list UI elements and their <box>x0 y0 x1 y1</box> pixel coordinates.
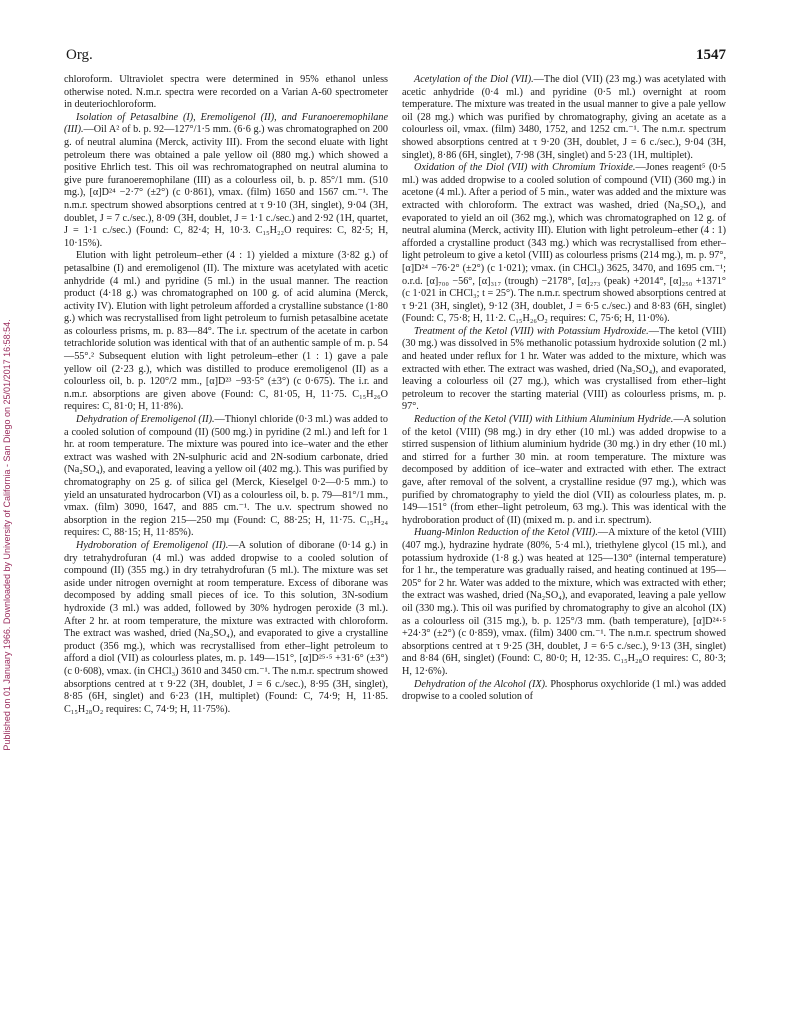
paragraph <box>64 250 388 414</box>
paragraph-text: —The diol (VII) (23 mg.) was acetylated with acetic anhydride (0·4 ml.) and pyridine (0·5 ml.) overnight at room temperature. The mixture was treated in the usual manner to give a pale yellow oil (28 mg.) which was purified by chromatography, giving an acetate as a colourless oil, νmax. (film) 3480, 1752, and 1252 cm.⁻¹. The n.m.r. spectrum showed absorptions centred at τ 9·20 (3H, doublet, J = 6 c./sec.), 9·04 (3H, singlet), 8·86 (6H, singlet), 7·98 (3H, singlet) and 5·23 (1H, multiplet). <box>402 74 726 161</box>
page-number: 1547 <box>696 47 726 63</box>
paragraph-text: —Jones reagent⁵ (0·5 ml.) was added dropwise to a cooled solution of compound (VII) (360 mg.) in acetone (4 ml.). After a period of 5 min., water was added and the mixture was extracted with chloroform. The extract was washed, dried (Na₂SO₄), and evaporated to yield an oil (362 mg.), which was chromatographed on 12 g. of neutral alumina (Merck, activity III). Elution with light petroleum–ether (4 : 1) afforded a crystalline product (343 mg.) which was recrystallised from ether–light petroleum to give a ketol (VIII) as colourless prisms (214 mg.), m. p. 97°, [α]D²⁴ −76·2° (±2°) (c 1·021); νmax. (in CHCl₃) 3625, 3470, and 1695 cm.⁻¹; o.r.d. [α]₇₀₀ −56°, [α]₃₁₇ (trough) −2178°, [α]₂₇₃ (peak) +2014°, [α]₂₅₀ +1371° (c 1·021 in CHCl₃; t = 25°). The n.m.r. spectrum showed absorptions centred at τ 9·21 (3H, singlet), 9·12 (3H, doublet, J = 6·5 c./sec.) and 8·83 (6H, singlet) (Found: C, 75·8; H, 11·2. C₁₅H₂₆O₂ requires: C, 75·6; H, 11·0%). <box>402 162 726 325</box>
paragraph-heading: Dehydration of Eremoligenol (II). <box>76 414 215 426</box>
paragraph <box>64 74 388 112</box>
paragraph <box>402 679 726 704</box>
paragraph <box>402 326 726 414</box>
paragraph-heading: Isolation of Petasalbine (I), Eremoligenol (II), and Furanoeremophilane (III). <box>64 111 388 136</box>
paragraph-text: —The ketol (VIII) (30 mg.) was dissolved in 5% methanolic potassium hydroxide solution (2 ml.) and heated under reflux for 1 hr. Water was added to the mixture, which was extracted with ether. The extract was washed, dried (Na₂SO₄), and evaporated, leaving a colourless oil (27 mg.), which was crystallised from ether–light petroleum to recover the starting material (VIII) as colourless prisms, m. p. 97°. <box>402 325 727 413</box>
page-header <box>66 47 726 67</box>
paragraph-heading: Oxidation of the Diol (VII) with Chromium Trioxide. <box>414 162 636 174</box>
right-column <box>402 74 726 704</box>
paragraph-text: —Oil A² of b. p. 92—127°/1·5 mm. (6·6 g.) was chromatographed on 200 g. of neutral alumina (Merck, activity III). From the second eluate with light petroleum there was obtained a pale yellow oil (880 mg.) which showed a positive Ehrlich test. This oil was rechromatographed on neutral alumina to give pure furanoeremophilane (III) as a colourless oil, b. p. 85°/1 mm. (510 mg.), [α]D²⁴ −2·7° (±2°) (c 0·861), νmax. (film) 1650 and 1567 cm.⁻¹. The n.m.r. spectrum showed absorptions centred at τ 9·10 (3H, singlet), 9·04 (3H, doublet, J = 7 c./sec.), 8·09 (3H, doublet, J = 1·1 c./sec.) and 2·92 (1H, quartet, J = 1·1 c./sec.) (Found: C, 82·4; H, 10·3. C₁₅H₂₂O requires: C, 82·5; H, 10·15%). <box>64 124 388 249</box>
paragraph <box>402 74 726 162</box>
download-notice[interactable] <box>2 185 16 885</box>
download-notice-text[interactable]: Published on 01 January 1966. Downloaded by University of California - San Diego on 25/01/2017 16:58:54. <box>2 319 12 751</box>
paragraph-text: —A solution of the ketol (VIII) (98 mg.) in dry ether (10 ml.) was added dropwise to a stirred suspension of lithium aluminium hydride (30 mg.) in dry ether (10 ml.) and stirred for a further 30 min. at room temperature. The mixture was decomposed by addition of ice–water and extracted with ether. The extract gave, after removal of the solvent, a crystalline residue (97 mg.), which was purified by chromatography to yield the diol (VII) as colourless plates, m. p. 149—151° (from ether–light petroleum, 63 mg.). This was identical with the hydroboration product of (II) (mixed m. p. and i.r. spectrum). <box>402 414 726 526</box>
paragraph-text: —A solution of diborane (0·14 g.) in dry tetrahydrofuran (4 ml.) was added dropwise to a cooled solution of compound (II) (355 mg.) in dry tetrahydrofuran (5 ml.). The mixture was set aside under nitrogen overnight at room temperature. Excess of diborane was decomposed by adding small pieces of ice. To this solution, 3N-sodium hydroxide (3 ml.) was added, followed by 30% hydrogen peroxide (3 ml.). After 2 hr. at room temperature, the mixture was extracted with chloroform. The extract was washed, dried (Na₂SO₄), and evaporated to give a crystalline product (356 mg.), which was recrystallised from ether–light petroleum to afford a diol (VII) as colourless plates, m. p. 149—151°, [α]D²⁵·⁵ +31·6° (±3°) (c 0·608), νmax. (in CHCl₃) 3610 and 3450 cm.⁻¹. The n.m.r. spectrum showed absorptions centred at τ 9·22 (3H, doublet, J = 6 c./sec.), 8·95 (3H, singlet), 8·85 (6H, singlet) and 6·23 (1H, multiplet) (Found: C, 74·9; H, 11·85. C₁₅H₂₈O₂ requires: C, 74·9; H, 11·75%). <box>64 539 388 715</box>
paragraph-heading: Reduction of the Ketol (VIII) with Lithium Aluminium Hydride. <box>414 414 674 426</box>
paragraph-heading: Huang-Minlon Reduction of the Ketol (VIII). <box>414 527 598 539</box>
paragraph-text: —Thionyl chloride (0·3 ml.) was added to a cooled solution of compound (II) (500 mg.) in pyridine (2 ml.) and left for 1 hr. at room temperature. The mixture was poured into ice–water and the ether extract was washed with 2N-sulphuric acid and 2N-sodium carbonate, dried (Na₂SO₄), and evaporated, leaving a yellow oil (402 mg.). This was purified by chromatography on 25 g. of silica gel (Merck, Kieselgel 0·2—0·5 mm.) to yield an unsaturated hydrocarbon (VI) as a colourless oil, b. p. 79—81°/1 mm., νmax. (film) 3090, 1647, and 885 cm.⁻¹. The u.v. spectrum showed no absorption in the region 215—250 mμ (Found: C, 88·25; H, 11·75. C₁₅H₂₄ requires: C, 88·15; H, 11·85%). <box>64 414 388 539</box>
paragraph-heading: Hydroboration of Eremoligenol (II). <box>76 539 229 551</box>
paragraph <box>402 414 726 527</box>
paragraph-heading: Treatment of the Ketol (VIII) with Potassium Hydroxide. <box>414 325 649 337</box>
paragraph <box>402 527 726 678</box>
paragraph <box>64 540 388 716</box>
paragraph-text: chloroform. Ultraviolet spectra were determined in 95% ethanol unless otherwise noted. N.m.r. spectra were recorded on a Varian A-60 spectrometer in deuteriochloroform. <box>64 74 388 111</box>
paragraph-heading: Acetylation of the Diol (VII). <box>414 74 534 85</box>
paragraph-text: Phosphorus oxychloride (1 ml.) was added dropwise to a cooled solution of <box>402 678 726 703</box>
paragraph <box>64 112 388 251</box>
paragraph <box>402 162 726 326</box>
paragraph-text: Elution with light petroleum–ether (4 : 1) yielded a mixture (3·82 g.) of petasalbine (I) and eremoligenol (II). The mixture was acetylated with acetic anhydride (4 ml.) and pyridine (5 ml.) in the usual manner. The reaction product (4·18 g.) was chromatographed on 100 g. of acid alumina (Merck, activity IV). Elution with light petroleum afforded a crystalline substance (1·80 g.) which was recrystallised from light petroleum to furnish petasalbine acetate as colourless prisms, m. p. 83—84°. The i.r. spectrum of the acetate in carbon tetrachloride solution was identical with that of an authentic sample of m. p. 54—55°.² Subsequent elution with light petroleum–ether (1 : 1) gave a pale yellow oil (2·23 g.), which was distilled to produce eremoligenol (II) as a colourless oil, b. p. 120°/2 mm., [α]D²³ −93·5° (±3°) (c 0·675). The i.r. and n.m.r. absorptions are given above (Found: C, 81·05, H, 11·75. C₁₅H₂₆O requires: C, 81·0; H, 11·8%). <box>64 250 388 413</box>
paragraph <box>64 414 388 540</box>
left-column <box>64 74 388 716</box>
journal-name: Org. <box>66 47 93 63</box>
paragraph-text: —A mixture of the ketol (VIII) (407 mg.), hydrazine hydrate (80%, 5·4 ml.), triethylene glycol (15 ml.), and potassium hydroxide (1·8 g.) was heated at 125—130° (internal temperature) for 1 hr., the temperature was gradually raised, and heating continued at 195—205° for 2 hr. Water was added to the mixture, which was extracted with ether; the extract was washed, dried (Na₂SO₄), and evaporated, leaving a pale yellow oil (330 mg.). This oil was purified by chromatography to give an alcohol (IX) as a colourless oil (315 mg.), b. p. 125°/3 mm. (bath temperature), [α]D²⁴·⁵ +24·3° (±2°) (c 0·859), νmax. (film) 3400 cm.⁻¹. The n.m.r. spectrum showed absorptions centred at τ 9·25 (3H, doublet, J = 6·5 c./sec.), 9·13 (3H, singlet) and 8·84 (6H, singlet) (Found: C, 80·0; H, 12·35. C₁₅H₂₈O requires: C, 80·3; H, 12·6%). <box>402 527 727 677</box>
paragraph-heading: Dehydration of the Alcohol (IX). <box>414 678 548 690</box>
